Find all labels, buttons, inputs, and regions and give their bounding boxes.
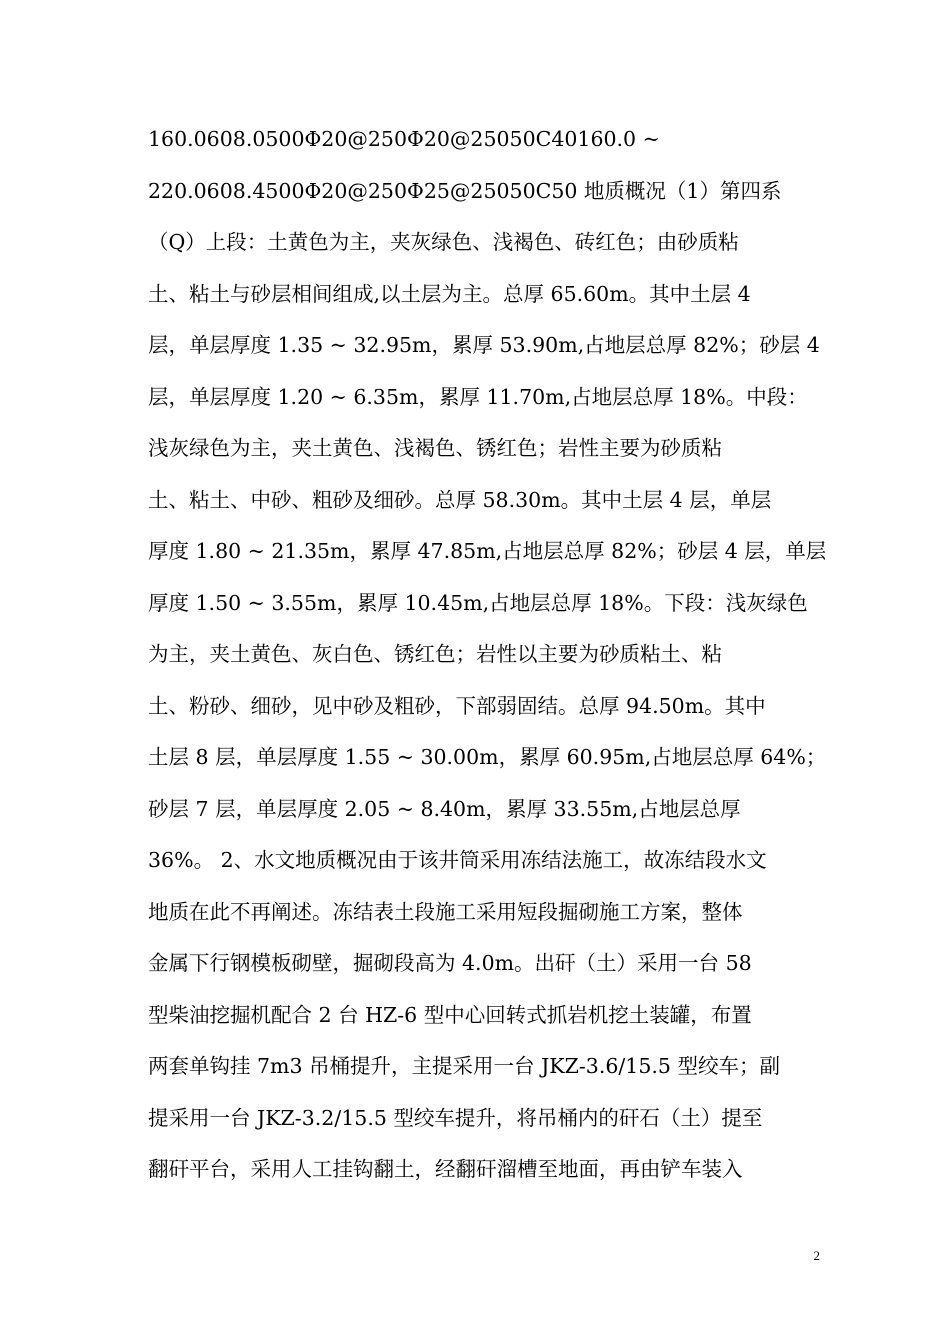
- page-number: 2: [813, 1248, 820, 1263]
- text-line: 两套单钩挂 7m3 吊桶提升，主提采用一台 JKZ-3.6/15.5 型绞车；副: [148, 1054, 780, 1078]
- body-text: [148, 114, 827, 1196]
- text-line: 厚度 1.80 ~ 21.35m，累厚 47.85m,占地层总厚 82%；砂层 4 层，单层: [148, 539, 827, 563]
- text-line: 浅灰绿色为主，夹土黄色、浅褐色、锈红色；岩性主要为砂质粘: [148, 436, 722, 460]
- text-line: 为主，夹土黄色、灰白色、锈红色；岩性以主要为砂质粘土、粘: [148, 642, 722, 666]
- text-line: 土、粉砂、细砂，见中砂及粗砂，下部弱固结。总厚 94.50m。其中: [148, 693, 766, 718]
- text-line: 土、粘土、中砂、粗砂及细砂。总厚 58.30m。其中土层 4 层，单层: [148, 487, 772, 512]
- text-line: 土、粘土与砂层相间组成,以土层为主。总厚 65.60m。其中土层 4: [148, 281, 751, 306]
- text-line: 土层 8 层，单层厚度 1.55 ~ 30.00m，累厚 60.95m,占地层总厚 64%；: [148, 745, 827, 769]
- text-line: （Q）上段：土黄色为主，夹灰绿色、浅褐色、砖红色；由砂质粘: [148, 230, 739, 254]
- text-line: 220.0608.4500Φ20@250Φ25@25050C50 地质概况（1）第四系: [148, 178, 782, 203]
- text-line: 型柴油挖掘机配合 2 台 HZ-6 型中心回转式抓岩机挖土装罐，布置: [148, 1002, 752, 1027]
- text-line: 金属下行钢模板砌壁，掘砌段高为 4.0m。出矸（土）采用一台 58: [148, 951, 752, 975]
- text-line: 厚度 1.50 ~ 3.55m，累厚 10.45m,占地层总厚 18%。下段：浅灰绿色: [148, 590, 808, 615]
- text-line: 砂层 7 层，单层厚度 2.05 ~ 8.40m，累厚 33.55m,占地层总厚: [148, 796, 741, 821]
- text-line: 160.0608.0500Φ20@250Φ20@25050C40160.0 ~: [148, 127, 660, 151]
- text-line: 地质在此不再阐述。冻结表土段施工采用短段掘砌施工方案，整体: [148, 899, 743, 924]
- text-line: 翻矸平台，采用人工挂钩翻土，经翻矸溜槽至地面，再由铲车装入: [148, 1157, 743, 1181]
- text-line: 层，单层厚度 1.20 ~ 6.35m，累厚 11.70m,占地层总厚 18%。中段：: [148, 384, 808, 409]
- text-line: 36%。 2、水文地质概况由于该井筒采用冻结法施工，故冻结段水文: [148, 848, 767, 872]
- text-line: 层，单层厚度 1.35 ~ 32.95m，累厚 53.90m,占地层总厚 82%；砂层 4: [148, 333, 820, 357]
- text-line: 提采用一台 JKZ-3.2/15.5 型绞车提升，将吊桶内的矸石（土）提至: [148, 1105, 763, 1130]
